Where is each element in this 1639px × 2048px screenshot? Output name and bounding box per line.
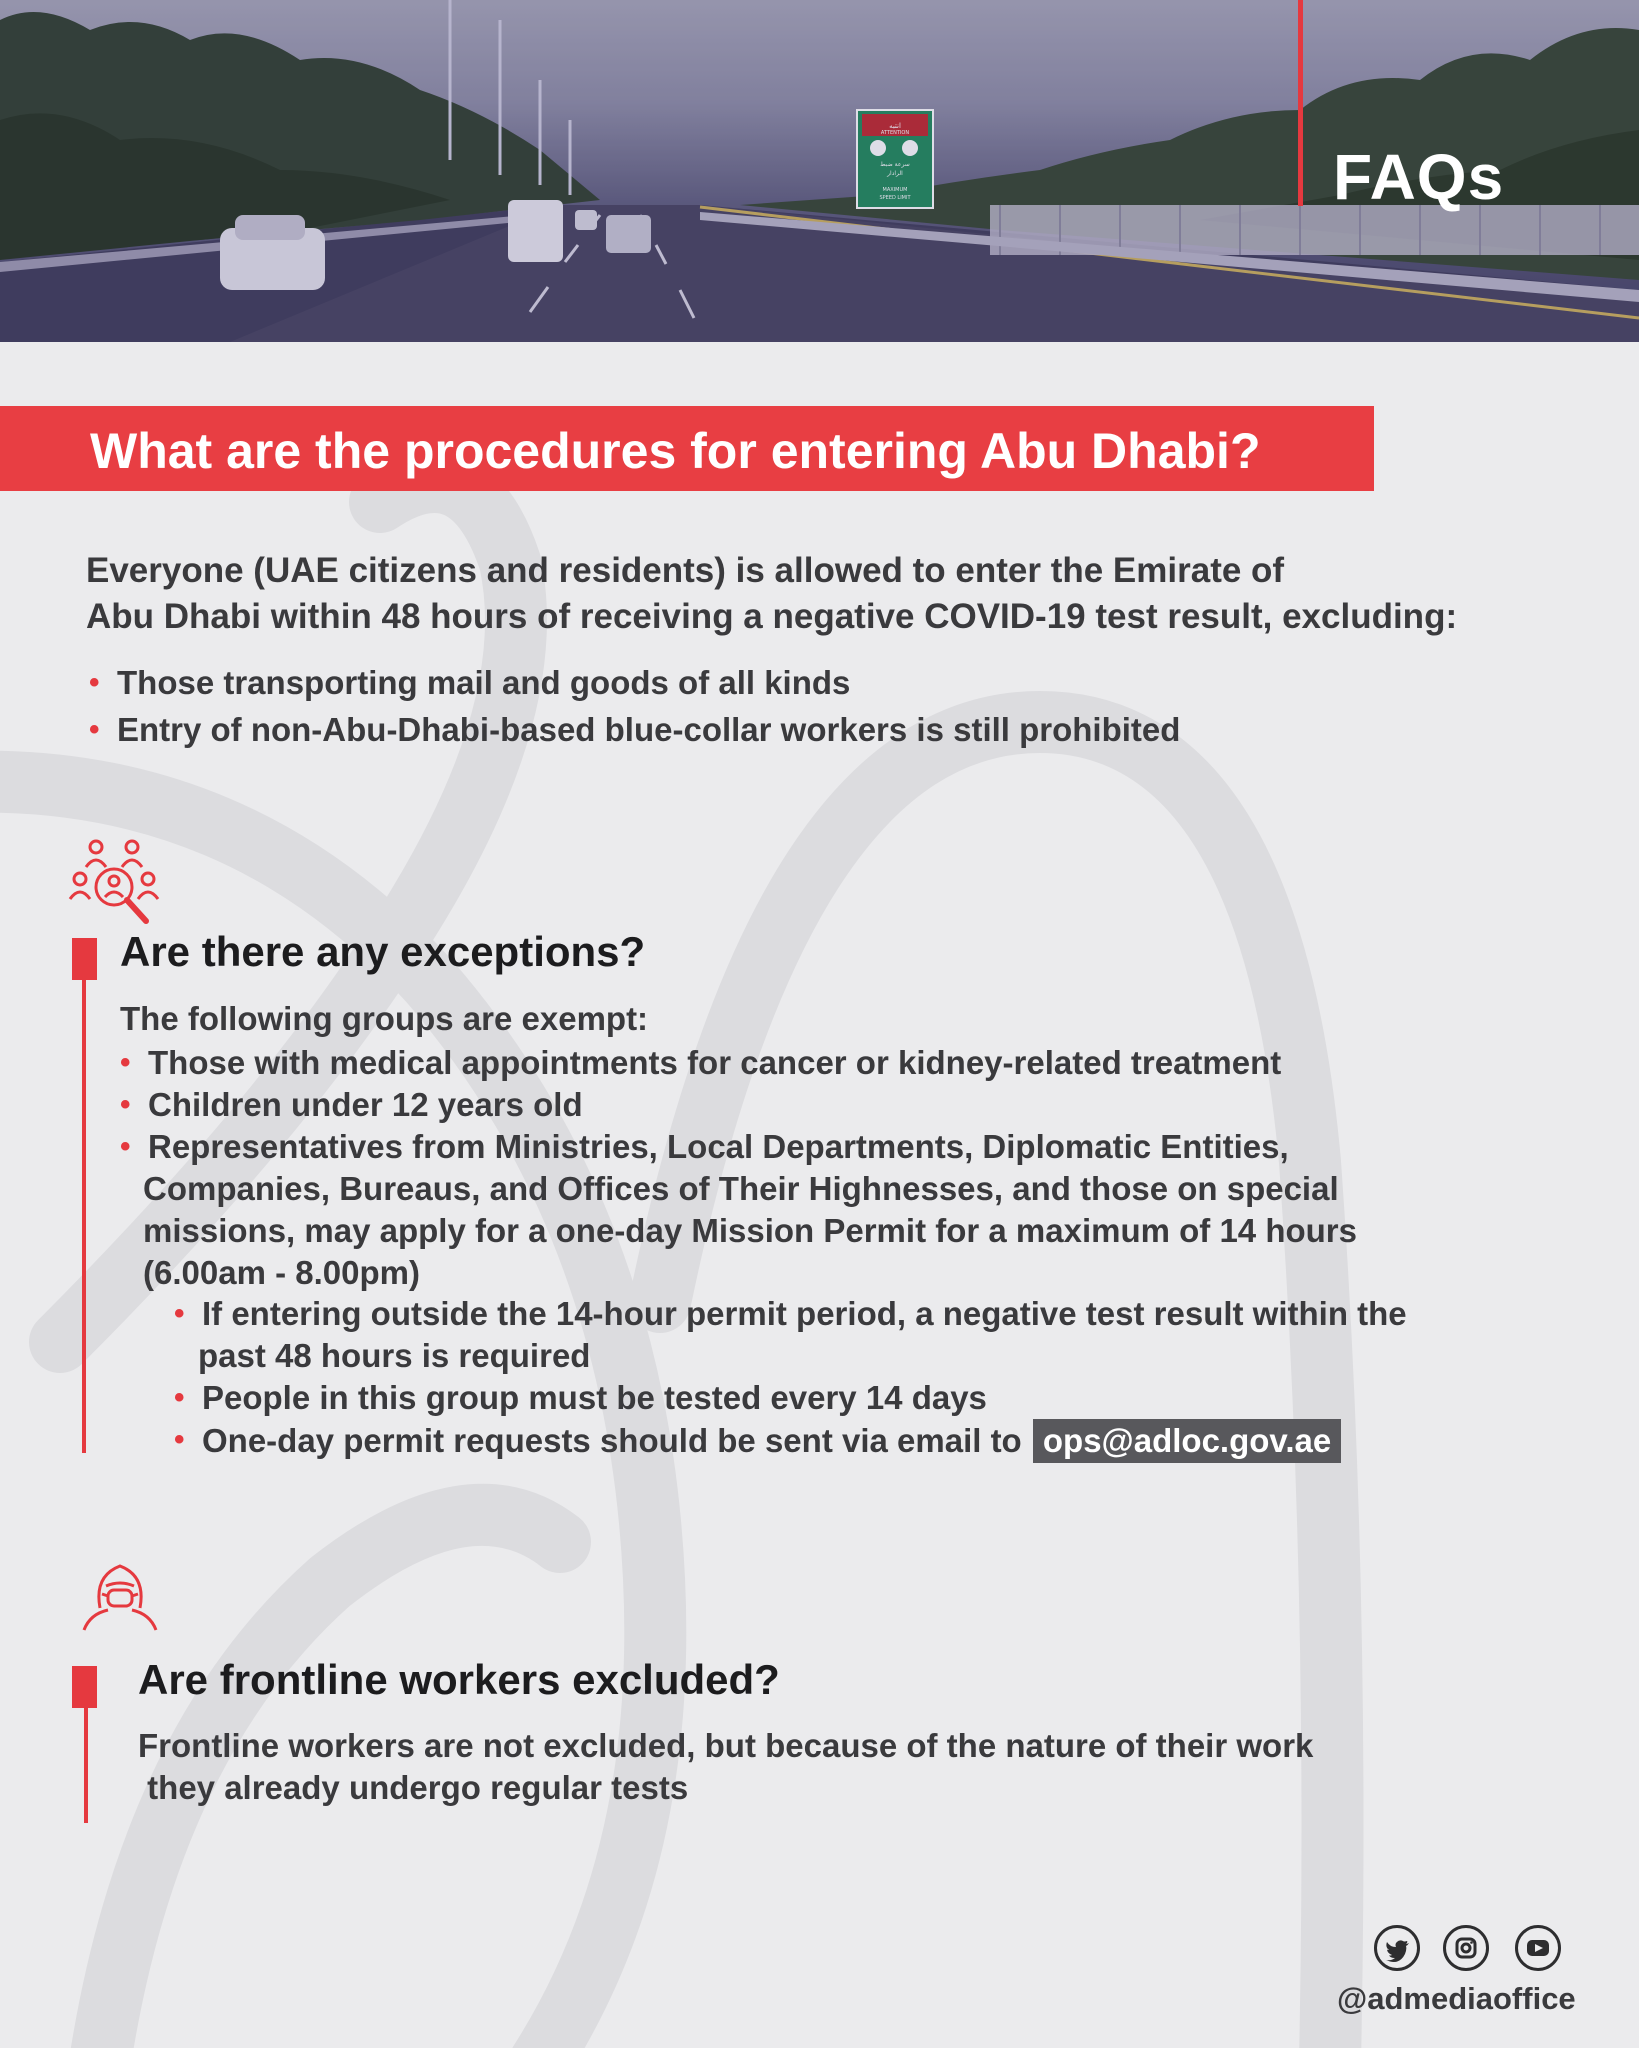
exceptions-title: Are there any exceptions?: [120, 928, 646, 975]
bullet-text: past 48 hours is required: [198, 1337, 591, 1374]
header-photo: [0, 0, 1639, 342]
section-accent-line: [82, 975, 86, 1453]
bullet-text: Those transporting mail and goods of all kinds: [117, 664, 851, 701]
frontline-title: Are frontline workers excluded?: [138, 1656, 780, 1703]
list-item-continuation: [172, 1335, 1407, 1377]
intro-line-1: Everyone (UAE citizens and residents) is allowed to enter the Emirate of: [86, 551, 1285, 590]
main-question-bullets: [87, 659, 1180, 753]
bullet-text: If entering outside the 14-hour permit period, a negative test result within the: [202, 1295, 1407, 1332]
exceptions-bullets: [118, 1042, 1357, 1294]
list-item-continuation: [118, 1252, 1357, 1294]
list-item: [118, 1084, 1357, 1126]
section-accent-line: [84, 1705, 88, 1823]
bullet-icon: •: [174, 1297, 185, 1330]
exceptions-sub-bullets: [172, 1293, 1407, 1463]
bullet-text: People in this group must be tested every 14 days: [202, 1379, 987, 1416]
sign-line4: SPEED LIMIT: [879, 195, 911, 201]
bullet-text: (6.00am - 8.00pm): [143, 1254, 420, 1291]
bullet-text: One-day permit requests should be sent via email to: [202, 1422, 1022, 1459]
social-handle[interactable]: @admediaoffice: [1337, 1981, 1576, 2016]
permit-email-link[interactable]: ops@adloc.gov.ae: [1033, 1419, 1341, 1463]
main-question-intro: [86, 548, 1606, 640]
bullet-icon: •: [120, 1130, 131, 1163]
bullet-icon: •: [120, 1088, 131, 1121]
list-item: [172, 1377, 1407, 1419]
bullet-text: Representatives from Ministries, Local Departments, Diplomatic Entities,: [148, 1128, 1289, 1165]
list-item: [87, 706, 1180, 753]
instagram-icon[interactable]: [1443, 1925, 1489, 1971]
sign-line2: الرادار: [887, 170, 903, 177]
sign-top-text: انتبه: [889, 122, 901, 130]
youtube-icon[interactable]: [1515, 1925, 1561, 1971]
main-question-title: What are the procedures for entering Abu Dhabi?: [90, 423, 1261, 479]
list-item: [172, 1293, 1407, 1335]
frontline-worker-icon: [80, 1556, 160, 1632]
list-item: [118, 1042, 1357, 1084]
people-search-icon: [66, 835, 162, 931]
main-question-banner: [0, 406, 1374, 491]
bullet-icon: •: [89, 713, 100, 746]
frontline-line-1: Frontline workers are not excluded, but because of the nature of their work: [138, 1727, 1314, 1764]
bullet-text: Children under 12 years old: [148, 1086, 583, 1123]
bullet-text: missions, may apply for a one-day Mission Permit for a maximum of 14 hours: [143, 1212, 1357, 1249]
page-title: FAQs: [1333, 141, 1505, 213]
twitter-icon[interactable]: [1374, 1925, 1420, 1971]
list-item: [172, 1419, 1407, 1463]
list-item: [87, 659, 1180, 706]
list-item-continuation: [118, 1210, 1357, 1252]
frontline-line-2: they already undergo regular tests: [138, 1769, 689, 1806]
exceptions-lead: The following groups are exempt:: [120, 1000, 649, 1037]
section-accent-head: [72, 1666, 97, 1708]
intro-line-2: Abu Dhabi within 48 hours of receiving a negative COVID-19 test result, excluding:: [86, 597, 1458, 636]
header-accent-rule: [1298, 0, 1303, 206]
sign-line3: MAXIMUM: [882, 187, 908, 193]
sign-sub-text: ATTENTION: [880, 130, 910, 136]
bullet-icon: •: [174, 1381, 185, 1414]
sign-line1: سرعة ضبط: [880, 161, 910, 168]
bullet-icon: •: [120, 1046, 131, 1079]
bullet-text: Companies, Bureaus, and Offices of Their Highnesses, and those on special: [143, 1170, 1339, 1207]
section-accent-head: [72, 938, 97, 980]
frontline-text: [138, 1725, 1313, 1809]
bullet-icon: •: [174, 1423, 185, 1456]
list-item: [118, 1126, 1357, 1168]
list-item-continuation: [118, 1168, 1357, 1210]
bullet-icon: •: [89, 666, 100, 699]
bullet-text: Those with medical appointments for cancer or kidney-related treatment: [148, 1044, 1282, 1081]
bullet-text: Entry of non-Abu-Dhabi-based blue-collar workers is still prohibited: [117, 711, 1181, 748]
